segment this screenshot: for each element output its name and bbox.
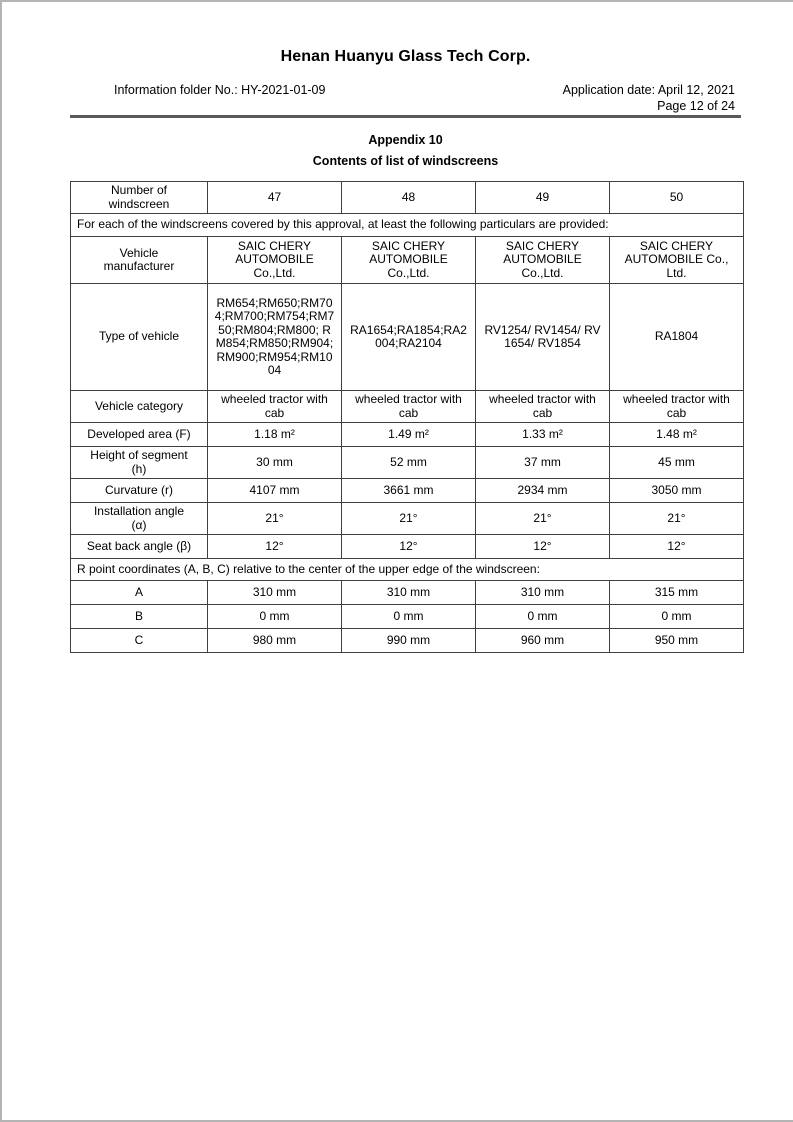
cell-value: wheeled tractor with cab <box>208 391 342 423</box>
cell-value: 12° <box>476 535 610 559</box>
column-header: 50 <box>610 182 744 214</box>
cell-value: 21° <box>476 503 610 535</box>
table-row <box>71 605 744 629</box>
cell-value: wheeled tractor with cab <box>342 391 476 423</box>
cell-value: 2934 mm <box>476 479 610 503</box>
cell-value: 1.18 m² <box>208 423 342 447</box>
cell-value: SAIC CHERY AUTOMOBILE Co.,Ltd. <box>342 237 476 284</box>
row-label: Seat back angle (β) <box>71 535 208 559</box>
row-label-number-of-windscreen: Number of windscreen <box>71 182 208 214</box>
cell-value: 1.48 m² <box>610 423 744 447</box>
table-header-row <box>71 182 744 214</box>
cell-value: wheeled tractor with cab <box>610 391 744 423</box>
document-subtitle: Contents of list of windscreens <box>312 154 499 168</box>
header-divider <box>70 115 741 118</box>
table-note: For each of the windscreens covered by this approval, at least the following particulars are provided: <box>71 214 744 237</box>
page-content <box>70 2 741 653</box>
cell-value: 980 mm <box>208 629 342 653</box>
cell-value: 0 mm <box>476 605 610 629</box>
column-header: 48 <box>342 182 476 214</box>
row-label: Developed area (F) <box>71 423 208 447</box>
table-row <box>71 479 744 503</box>
table-row <box>71 423 744 447</box>
cell-value: 21° <box>342 503 476 535</box>
cell-value: 950 mm <box>610 629 744 653</box>
row-label: Vehicle manufacturer <box>71 237 208 284</box>
cell-value: 315 mm <box>610 581 744 605</box>
cell-value: 12° <box>208 535 342 559</box>
table-row <box>71 447 744 479</box>
cell-value: 1.33 m² <box>476 423 610 447</box>
info-right-block <box>563 83 741 114</box>
cell-value: 0 mm <box>342 605 476 629</box>
page-number: Page 12 of 24 <box>657 98 735 113</box>
cell-value: SAIC CHERY AUTOMOBILE Co.,Ltd. <box>476 237 610 284</box>
table-row <box>71 391 744 423</box>
row-label: Type of vehicle <box>71 284 208 391</box>
cell-value: 3050 mm <box>610 479 744 503</box>
cell-value: RA1654;RA1854;RA2004;RA2104 <box>342 284 476 391</box>
cell-value: 45 mm <box>610 447 744 479</box>
cell-value: 21° <box>208 503 342 535</box>
table-row <box>71 237 744 284</box>
cell-value: 990 mm <box>342 629 476 653</box>
cell-value: 310 mm <box>342 581 476 605</box>
windscreen-list-table <box>70 181 744 653</box>
cell-value: 37 mm <box>476 447 610 479</box>
row-label: Curvature (r) <box>71 479 208 503</box>
cell-value: RA1804 <box>610 284 744 391</box>
table-row <box>71 284 744 391</box>
cell-value: 0 mm <box>208 605 342 629</box>
row-label: Installation angle (α) <box>71 503 208 535</box>
cell-value: 12° <box>610 535 744 559</box>
cell-value: 310 mm <box>208 581 342 605</box>
appendix-title: Appendix 10 <box>368 133 443 147</box>
cell-value: 310 mm <box>476 581 610 605</box>
table-row <box>71 503 744 535</box>
application-date: Application date: April 12, 2021 <box>562 83 735 97</box>
cell-value: 960 mm <box>476 629 610 653</box>
table-note-row <box>71 214 744 237</box>
cell-value: SAIC CHERY AUTOMOBILE Co., Ltd. <box>610 237 744 284</box>
cell-value: 4107 mm <box>208 479 342 503</box>
cell-value: SAIC CHERY AUTOMOBILE Co.,Ltd. <box>208 237 342 284</box>
row-label: B <box>71 605 208 629</box>
cell-value: 1.49 m² <box>342 423 476 447</box>
cell-value: 52 mm <box>342 447 476 479</box>
r-point-note-row <box>71 559 744 581</box>
row-label: Height of segment (h) <box>71 447 208 479</box>
cell-value: 3661 mm <box>342 479 476 503</box>
table-row <box>71 535 744 559</box>
r-point-note: R point coordinates (A, B, C) relative to the center of the upper edge of the windscreen: <box>71 559 744 581</box>
row-label: A <box>71 581 208 605</box>
cell-value: RM654;RM650;RM704;RM700;RM754;RM750;RM804;RM800; RM854;RM850;RM904;RM900;RM954;RM1004 <box>208 284 342 391</box>
cell-value: 0 mm <box>610 605 744 629</box>
cell-value: RV1254/ RV1454/ RV1654/ RV1854 <box>476 284 610 391</box>
cell-value: wheeled tractor with cab <box>476 391 610 423</box>
cell-value: 30 mm <box>208 447 342 479</box>
column-header: 49 <box>476 182 610 214</box>
row-label: C <box>71 629 208 653</box>
cell-value: 12° <box>342 535 476 559</box>
company-title: Henan Huanyu Glass Tech Corp. <box>280 48 531 65</box>
table-row <box>71 581 744 605</box>
info-row <box>70 83 741 114</box>
column-header: 47 <box>208 182 342 214</box>
table-row <box>71 629 744 653</box>
cell-value: 21° <box>610 503 744 535</box>
information-folder-number: Information folder No.: HY-2021-01-09 <box>114 83 326 97</box>
row-label: Vehicle category <box>71 391 208 423</box>
